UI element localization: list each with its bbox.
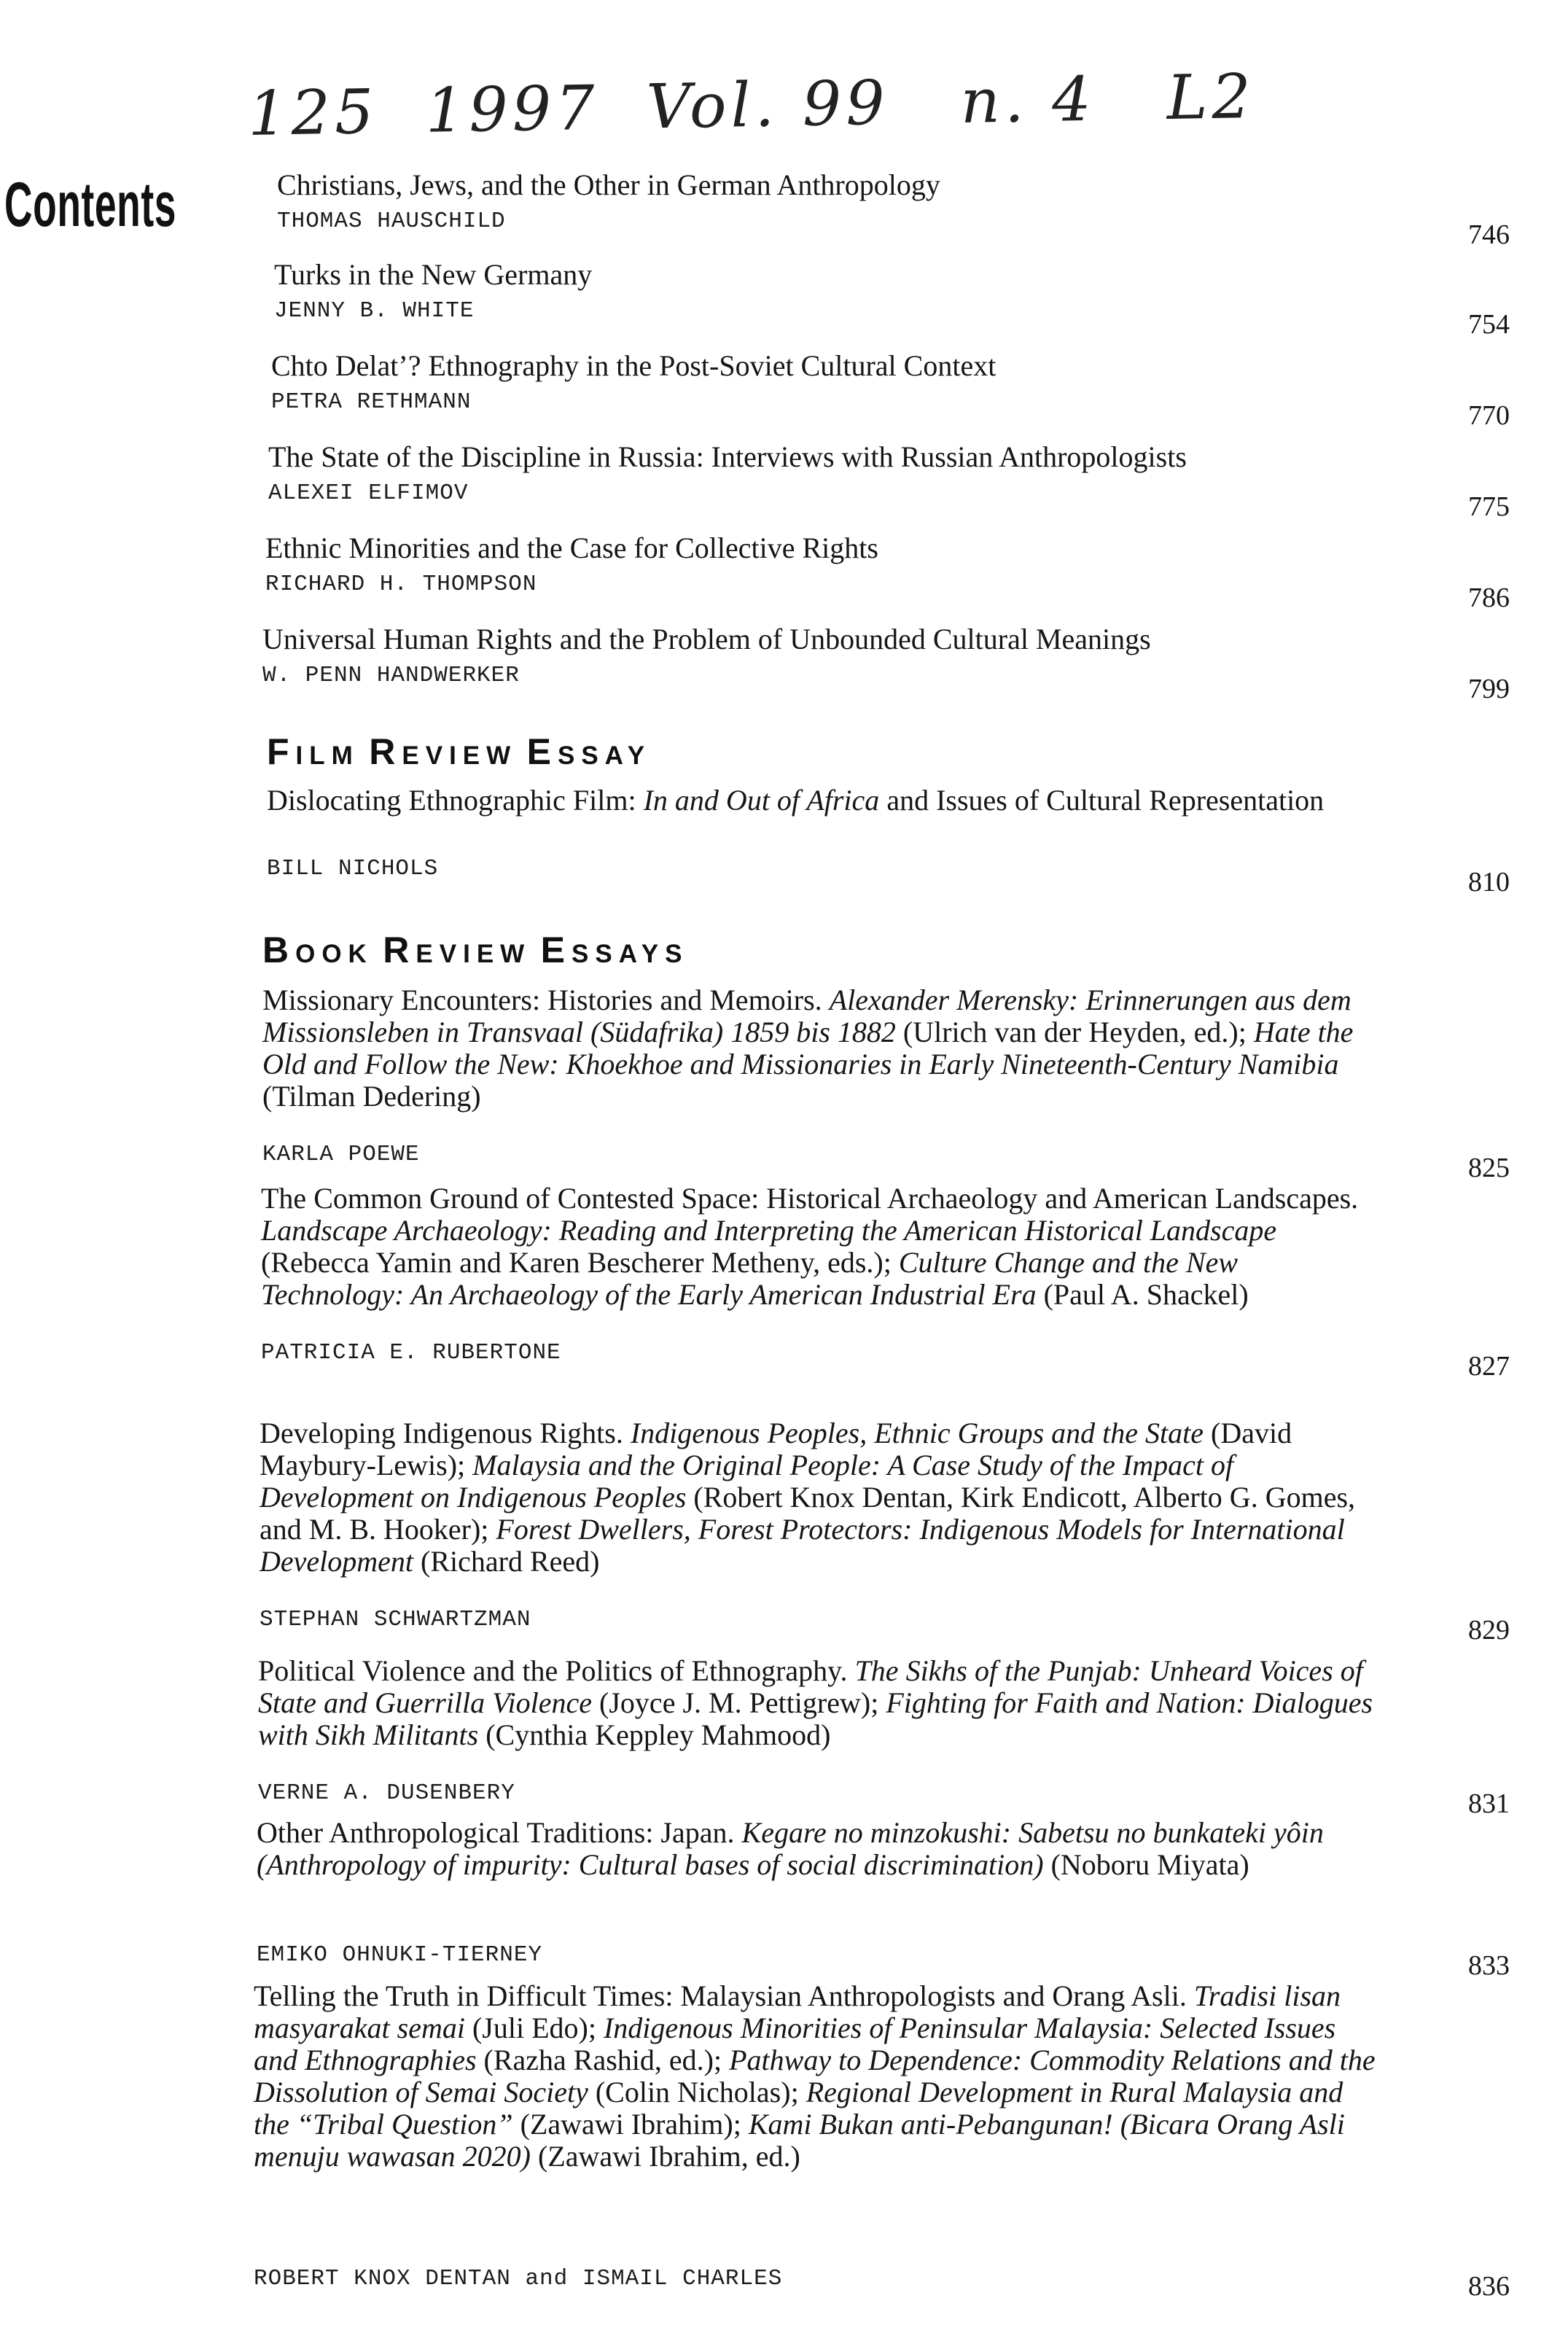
- toc-entry-author: BILL NICHOLS: [267, 856, 439, 881]
- work-title: Culture Change and the New Technology: An Archaeology of the Early American Industrial Era: [261, 1246, 1239, 1311]
- title-text: Developing Indigenous Rights.: [260, 1417, 631, 1449]
- toc-entry-title: Chto Delat’? Ethnography in the Post-Soviet Cultural Context: [271, 349, 996, 382]
- toc-entry-page-number: 825: [1468, 1153, 1510, 1183]
- title-text: (Tilman Dedering): [262, 1080, 481, 1113]
- handwritten-annotation: 125 1997 Vol. 99 n. 4 L2: [247, 60, 1256, 150]
- toc-entry-page-number: 775: [1468, 491, 1510, 522]
- title-text: (Joyce J. M. Pettigrew);: [592, 1686, 886, 1719]
- title-text: (Zawawi Ibrahim, ed.): [531, 2140, 800, 2173]
- toc-entry-page-number: 770: [1468, 400, 1510, 431]
- toc-entry-author: JENNY B. WHITE: [274, 298, 475, 324]
- title-text: The Common Ground of Contested Space: Historical Archaeology and American Landscapes.: [261, 1182, 1359, 1215]
- toc-entry-author: THOMAS HAUSCHILD: [277, 209, 506, 234]
- toc-entry-title: [262, 984, 1385, 1113]
- work-title: Forest Dwellers, Forest Protectors: Indigenous Models for International Development: [260, 1513, 1345, 1578]
- title-text: (Robert Knox Dentan, Kirk Endicott, Alberto G. Gomes, and M. B. Hooker);: [260, 1481, 1356, 1546]
- section-heading-rest: OOK: [295, 940, 373, 968]
- title-text: (Cynthia Keppley Mahmood): [478, 1718, 831, 1751]
- section-heading-rest: SSAY: [557, 741, 652, 770]
- work-title: Indigenous Peoples, Ethnic Groups and the State: [630, 1417, 1204, 1449]
- work-title: Landscape Archaeology: Reading and Interpreting the American Historical Landscape: [261, 1214, 1277, 1247]
- toc-entry-page-number: 754: [1468, 309, 1510, 340]
- title-text: (Rebecca Yamin and Karen Bescherer Metheny, eds.);: [261, 1246, 899, 1279]
- toc-entry-title: Ethnic Minorities and the Case for Collective Rights: [265, 531, 878, 564]
- title-text: Telling the Truth in Difficult Times: Malaysian Anthropologists and Orang Asli.: [254, 1979, 1194, 2012]
- toc-entry-author: KARLA POEWE: [262, 1142, 420, 1167]
- toc-entry-page-number: 836: [1468, 2271, 1510, 2302]
- section-heading-initial: E: [540, 930, 572, 970]
- title-text: and Issues of Cultural Representation: [879, 784, 1325, 817]
- title-text: (Razha Rashid, ed.);: [476, 2044, 730, 2076]
- section-heading-initial: R: [383, 930, 416, 970]
- section-heading-film-review-essay: [267, 731, 651, 773]
- work-title: Malaysia and the Original People: A Case Study of the Impact of Development on Indigenous Peoples: [260, 1449, 1234, 1514]
- section-heading-rest: SSAYS: [572, 940, 689, 968]
- section-heading-rest: EVIEW: [402, 741, 518, 770]
- section-heading-book-review-essays: [262, 929, 688, 971]
- toc-entry-title: The State of the Discipline in Russia: Interviews with Russian Anthropologists: [268, 440, 1187, 473]
- work-title: Alexander Merensky: Erinnerungen aus dem Missionsleben in Transvaal (Südafrika) 1859 bis 1882: [262, 984, 1351, 1048]
- section-heading-initial: B: [262, 930, 296, 970]
- work-title: Tradisi lisan masyarakat semai: [254, 1979, 1341, 2044]
- section-heading-initial: R: [369, 731, 402, 772]
- work-title: The Sikhs of the Punjab: Unheard Voices of State and Guerrilla Violence: [258, 1654, 1363, 1719]
- toc-entry-title: [267, 784, 1389, 817]
- title-text: (Noboru Miyata): [1043, 1848, 1249, 1881]
- work-title: Indigenous Minorities of Peninsular Malaysia: Selected Issues and Ethnographies: [254, 2012, 1336, 2076]
- work-title: Regional Development in Rural Malaysia and the “Tribal Question”: [254, 2076, 1343, 2141]
- title-text: Other Anthropological Traditions: Japan.: [257, 1816, 742, 1849]
- title-text: Missionary Encounters: Histories and Memoirs.: [262, 984, 830, 1016]
- title-text: (Zawawi Ibrahim);: [512, 2108, 749, 2141]
- toc-entry-author: RICHARD H. THOMPSON: [265, 572, 537, 597]
- work-title: Kami Bukan anti-Pebangunan! (Bicara Orang Asli menuju wawasan 2020): [254, 2108, 1345, 2173]
- work-title: Fighting for Faith and Nation: Dialogues with Sikh Militants: [258, 1686, 1373, 1751]
- toc-entry-author: STEPHAN SCHWARTZMAN: [260, 1607, 531, 1632]
- section-heading-rest: EVIEW: [416, 940, 531, 968]
- toc-entry-title: Christians, Jews, and the Other in German Anthropology: [277, 168, 940, 201]
- work-title: Pathway to Dependence: Commodity Relations and the Dissolution of Semai Society: [254, 2044, 1376, 2108]
- toc-entry-author: W. PENN HANDWERKER: [262, 663, 520, 688]
- toc-entry-author: ROBERT KNOX DENTAN and ISMAIL CHARLES: [254, 2266, 783, 2291]
- toc-entry-title: [260, 1417, 1382, 1578]
- toc-entry-author: EMIKO OHNUKI-TIERNEY: [257, 1942, 543, 1968]
- toc-entry-page-number: 827: [1468, 1351, 1510, 1382]
- title-text: (Ulrich van der Heyden, ed.);: [895, 1016, 1254, 1048]
- toc-entry-page-number: 799: [1468, 674, 1510, 704]
- toc-entry-page-number: 829: [1468, 1615, 1510, 1646]
- title-text: (Juli Edo);: [464, 2012, 604, 2044]
- toc-entry-author: VERNE A. DUSENBERY: [258, 1780, 515, 1806]
- work-title: In and Out of Africa: [643, 784, 880, 817]
- toc-entry-author: PATRICIA E. RUBERTONE: [261, 1340, 561, 1366]
- toc-entry-page-number: 786: [1468, 583, 1510, 613]
- contents-heading: Contents: [4, 170, 176, 240]
- toc-entry-author: ALEXEI ELFIMOV: [268, 480, 469, 506]
- title-text: (Colin Nicholas);: [588, 2076, 806, 2108]
- section-heading-initial: F: [267, 731, 296, 772]
- toc-entry-page-number: 831: [1468, 1788, 1510, 1819]
- toc-entry-title: [254, 1980, 1376, 2173]
- toc-entry-title: [257, 1817, 1379, 1881]
- section-heading-initial: E: [526, 731, 558, 772]
- title-text: Political Violence and the Politics of Ethnography.: [258, 1654, 855, 1687]
- work-title: Kegare no minzokushi: Sabetsu no bunkateki yôin (Anthropology of impurity: Cultural bases of social discrimination): [257, 1816, 1324, 1881]
- title-text: (Paul A. Shackel): [1036, 1278, 1249, 1311]
- title-text: (Richard Reed): [413, 1545, 600, 1578]
- toc-entry-page-number: 833: [1468, 1950, 1510, 1981]
- toc-entry-title: [258, 1655, 1381, 1751]
- section-heading-rest: ILM: [295, 741, 359, 770]
- toc-entry-title: [261, 1183, 1384, 1311]
- toc-entry-title: Universal Human Rights and the Problem of Unbounded Cultural Meanings: [262, 623, 1151, 655]
- title-text: Dislocating Ethnographic Film:: [267, 784, 644, 817]
- toc-entry-title: Turks in the New Germany: [274, 258, 593, 291]
- work-title: Hate the Old and Follow the New: Khoekhoe and Missionaries in Early Nineteenth-Century Namibia: [262, 1016, 1354, 1080]
- toc-entry-author: PETRA RETHMANN: [271, 389, 472, 415]
- title-text: (David Maybury-Lewis);: [260, 1417, 1292, 1481]
- toc-entry-page-number: 810: [1468, 867, 1510, 897]
- toc-entry-page-number: 746: [1468, 219, 1510, 250]
